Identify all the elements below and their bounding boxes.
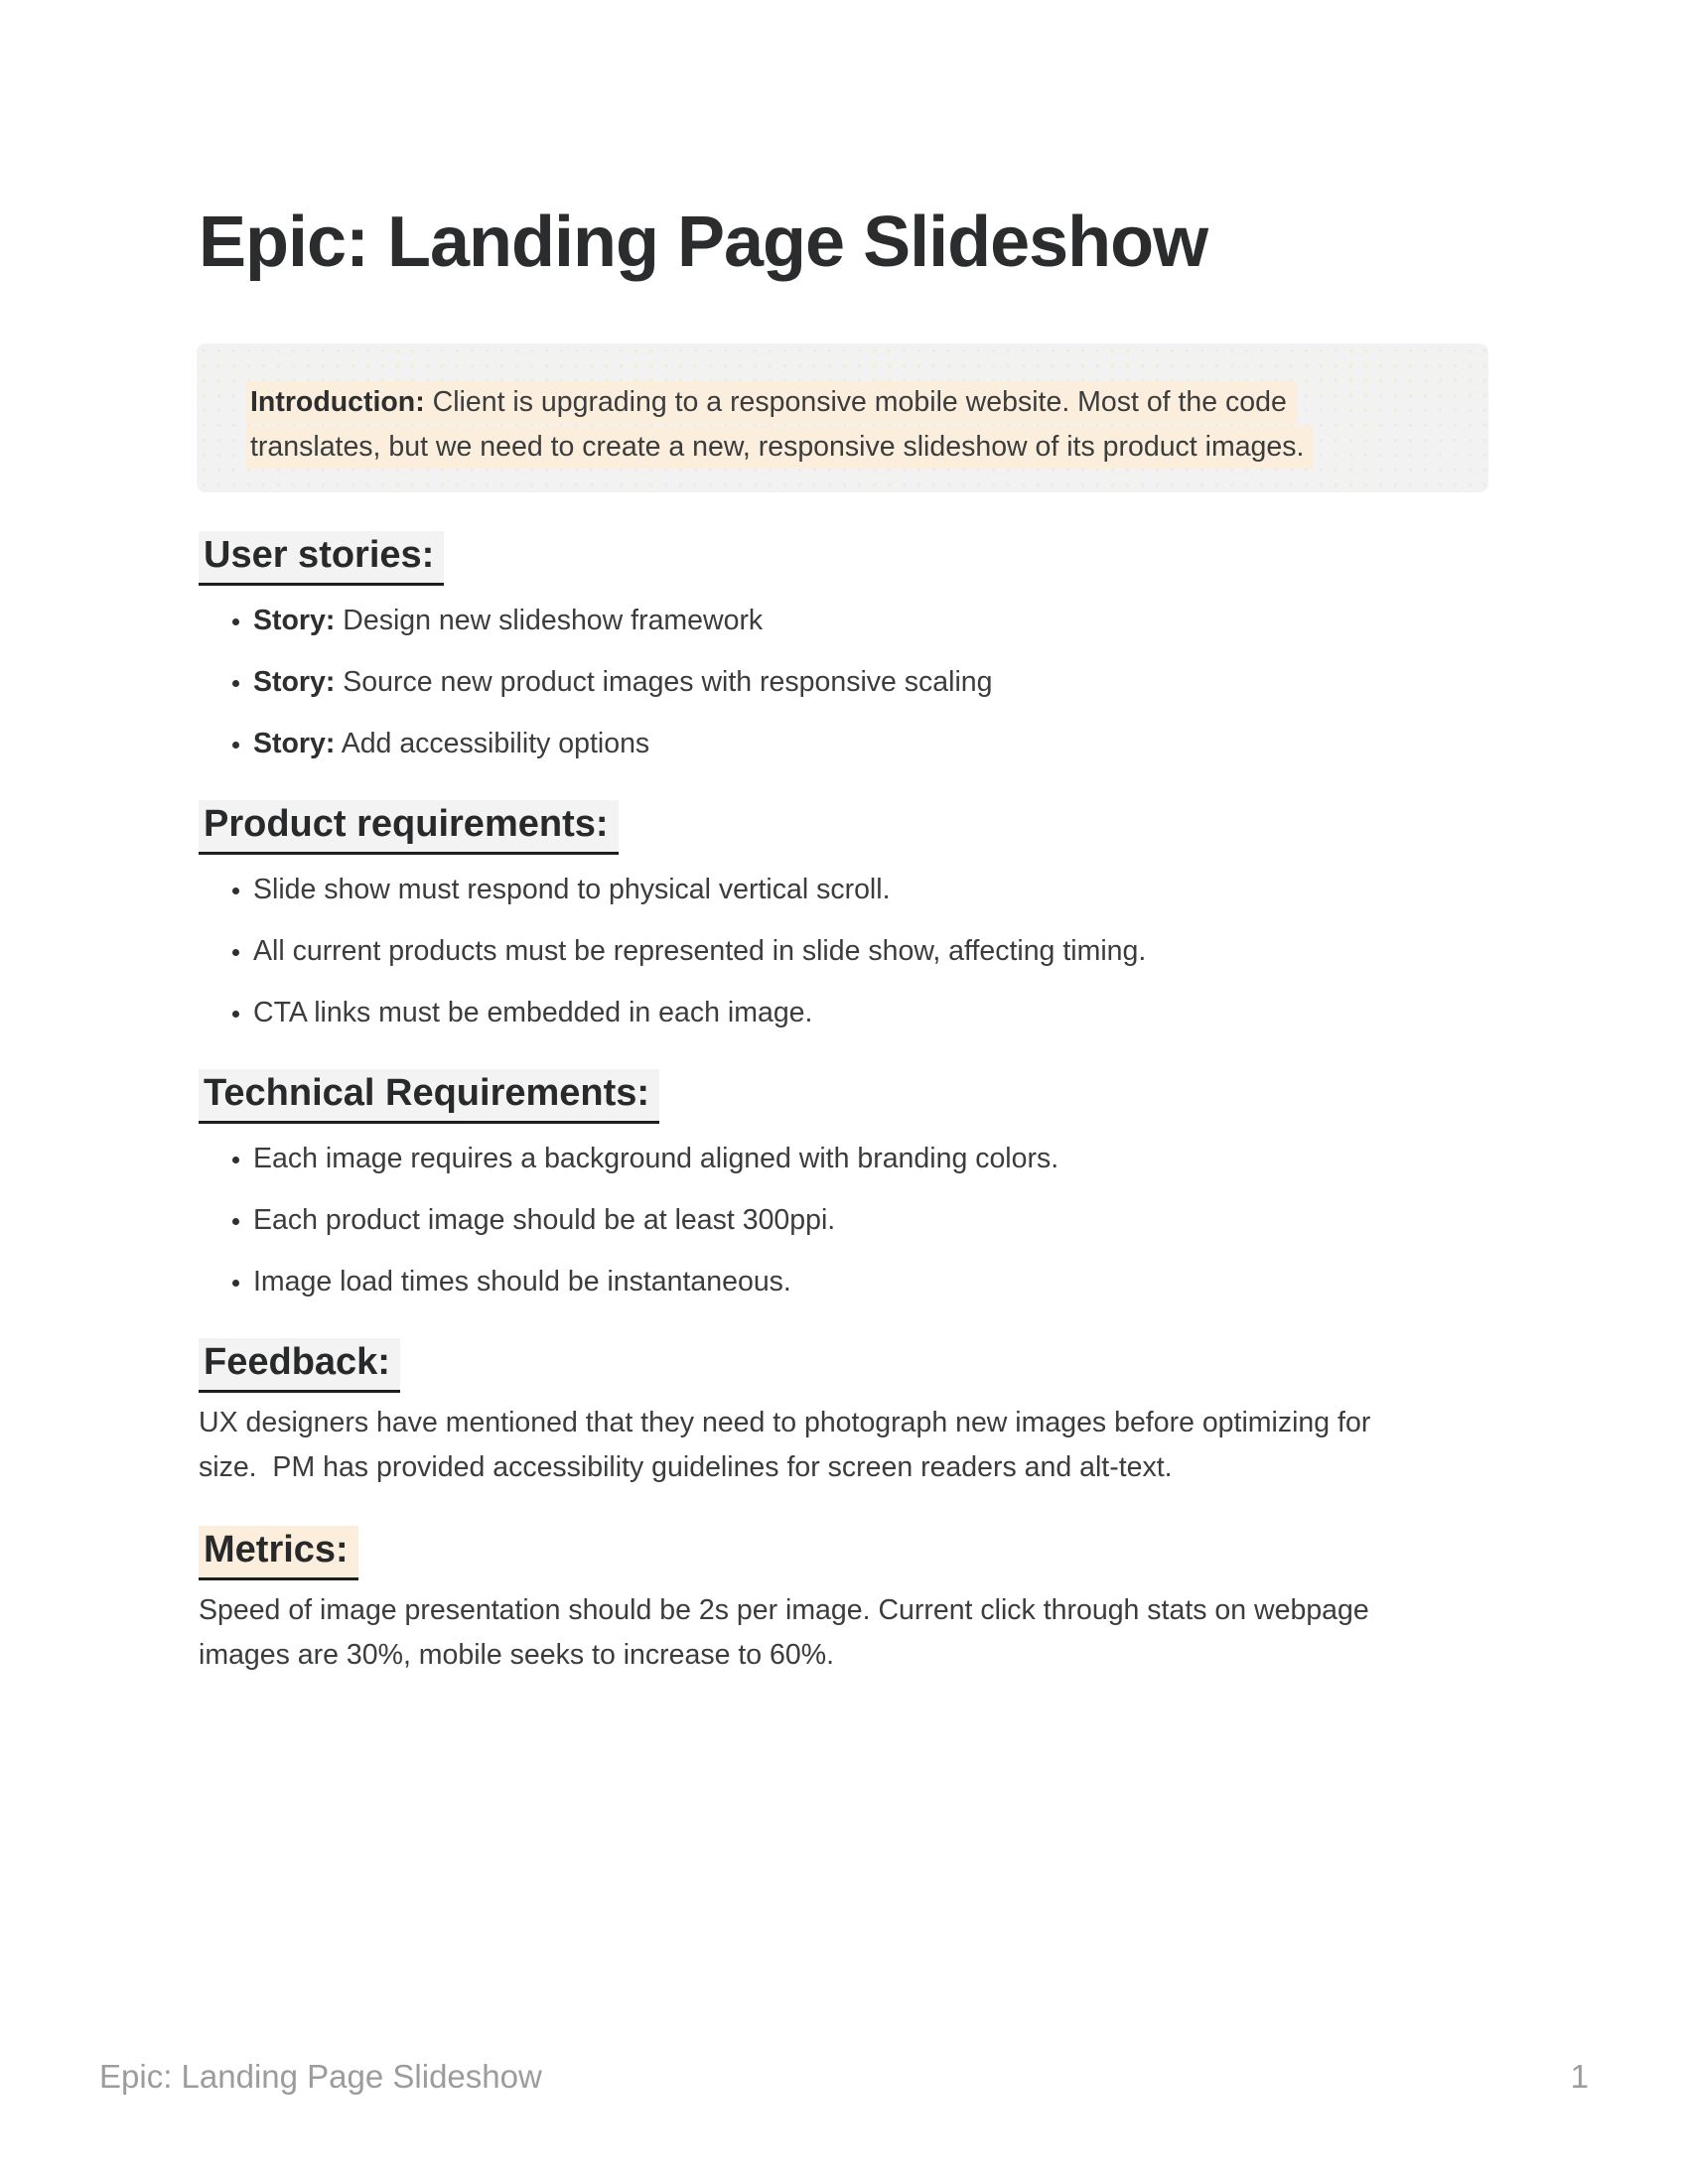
footer-document-title: Epic: Landing Page Slideshow — [99, 2058, 542, 2095]
list-item — [253, 600, 1491, 641]
introduction-line-2 — [246, 425, 1488, 470]
list-item — [253, 1199, 1491, 1241]
list-item — [253, 1261, 1491, 1302]
bullet-label: Story: — [253, 728, 336, 759]
introduction-text-1: Client is upgrading to a responsive mobile website. Most of the code — [424, 386, 1287, 418]
heading-metrics: Metrics: — [199, 1526, 1491, 1580]
list-item — [253, 992, 1491, 1033]
bullet-label: Story: — [253, 666, 336, 698]
bullet-text: Each product image should be at least 300ppi. — [253, 1204, 836, 1236]
bullet-text: Source new product images with responsive scaling — [335, 666, 993, 698]
introduction-callout-box — [197, 343, 1488, 492]
bullet-text: Slide show must respond to physical vertical scroll. — [253, 874, 891, 905]
footer-page-number: 1 — [1570, 2058, 1589, 2095]
product-requirements-list — [199, 869, 1491, 1033]
paragraph-line: Speed of image presentation should be 2s per image. Current click through stats on webpage — [199, 1594, 1369, 1626]
heading-feedback: Feedback: — [199, 1338, 1491, 1393]
list-item — [253, 661, 1491, 703]
paragraph-line: images are 30%, mobile seeks to increase to 60%. — [199, 1639, 834, 1671]
bullet-text: Image load times should be instantaneous. — [253, 1266, 791, 1297]
list-item — [253, 1138, 1491, 1179]
introduction-label: Introduction: — [250, 386, 425, 418]
list-item — [253, 869, 1491, 910]
bullet-text: Add accessibility options — [335, 728, 650, 759]
bullet-text: Each image requires a background aligned with branding colors. — [253, 1143, 1059, 1174]
user-stories-list — [199, 600, 1491, 764]
technical-requirements-list — [199, 1138, 1491, 1302]
heading-user-stories: User stories: — [199, 531, 1491, 586]
metrics-paragraph — [199, 1588, 1491, 1678]
heading-technical-requirements: Technical Requirements: — [199, 1069, 1491, 1124]
bullet-text: CTA links must be embedded in each image. — [253, 997, 813, 1028]
heading-product-requirements: Product requirements: — [199, 800, 1491, 855]
introduction-text-2: translates, but we need to create a new, responsive slideshow of its product images. — [246, 426, 1314, 469]
bullet-text: All current products must be represented in slide show, affecting timing. — [253, 935, 1147, 967]
page-title: Epic: Landing Page Slideshow — [199, 203, 1208, 282]
paragraph-line: size. PM has provided accessibility guidelines for screen readers and alt-text. — [199, 1451, 1173, 1483]
list-item — [253, 723, 1491, 764]
feedback-paragraph — [199, 1401, 1491, 1490]
introduction-line-1 — [246, 380, 1488, 425]
paragraph-line: UX designers have mentioned that they need to photograph new images before optimizing for — [199, 1407, 1371, 1438]
list-item — [253, 930, 1491, 972]
bullet-text: Design new slideshow framework — [335, 605, 764, 636]
document-content — [199, 0, 1491, 1678]
bullet-label: Story: — [253, 605, 336, 636]
